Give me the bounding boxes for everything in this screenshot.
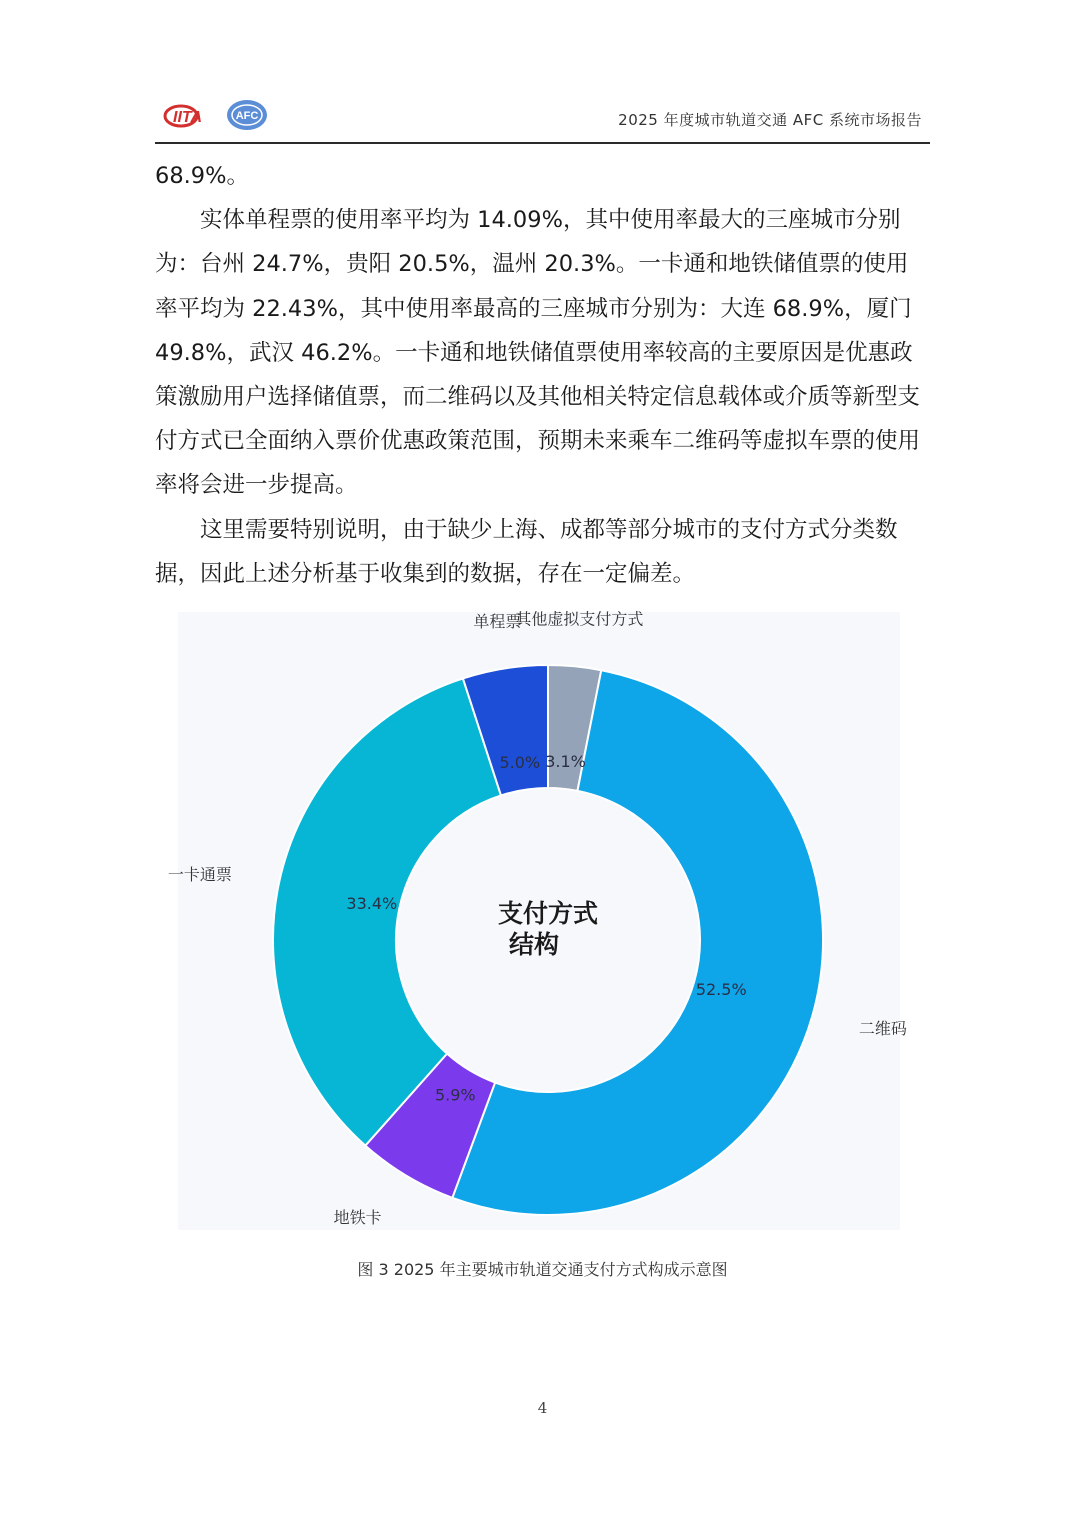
donut-category-label-1: 其他虚拟支付方式 <box>515 609 644 629</box>
paragraph-2: 实体单程票的使用率平均为 14.09%，其中使用率最大的三座城市分别为：台州 24.7%，贵阳 20.5%，温州 20.3%。一卡通和地铁储值票的使用率平均为 22.43%，其中使用率最高的三座城市分别为：大连 68.9%，厦门 49.8%，武汉 46.2%。一卡通和地铁储值票使用率较高的主要原因是优惠政策激励用户选择储值票，而二维码以及其他相关特定信息载体或介质等新型支付方式已全面纳入票价优惠政策范围，预期未来乘车二维码等虚拟车票的使用率将会进一步提高。 <box>155 207 921 499</box>
report-title: 2025 年度城市轨道交通 AFC 系统市场报告 <box>618 111 922 129</box>
donut-pct-label-4: 33.4% <box>346 894 398 914</box>
page-number: 4 <box>537 1399 548 1417</box>
iita-logo <box>163 104 218 128</box>
iita-logo-text: IITA <box>173 109 203 126</box>
figure-caption: 图 3 2025 年主要城市轨道交通支付方式构成示意图 <box>357 1260 728 1279</box>
donut-pct-label-3: 5.9% <box>434 1085 476 1105</box>
donut-pct-label-2: 52.5% <box>695 979 747 999</box>
chart-center-title-line-2: 结构 <box>508 930 560 959</box>
page-header <box>155 96 930 144</box>
donut-category-label-2: 二维码 <box>858 1018 907 1038</box>
donut-pct-label-5: 5.0% <box>499 753 541 773</box>
body-text <box>155 154 930 596</box>
donut-category-label-4: 一卡通票 <box>167 864 232 884</box>
afc-logo <box>225 98 269 132</box>
donut-pct-label-1: 3.1% <box>545 751 586 771</box>
chart-center-title-line-1: 支付方式 <box>497 899 599 928</box>
donut-category-label-3: 地铁卡 <box>333 1207 382 1227</box>
donut-chart <box>167 609 907 1230</box>
afc-logo-text: AFC <box>235 110 259 122</box>
paragraph-1: 68.9%。 <box>155 163 249 189</box>
paragraph-3: 这里需要特别说明，由于缺少上海、成都等部分城市的支付方式分类数据，因此上述分析基于收集到的数据，存在一定偏差。 <box>155 516 898 587</box>
donut-category-label-5: 单程票 <box>473 611 522 631</box>
donut-chart-panel <box>167 609 907 1230</box>
